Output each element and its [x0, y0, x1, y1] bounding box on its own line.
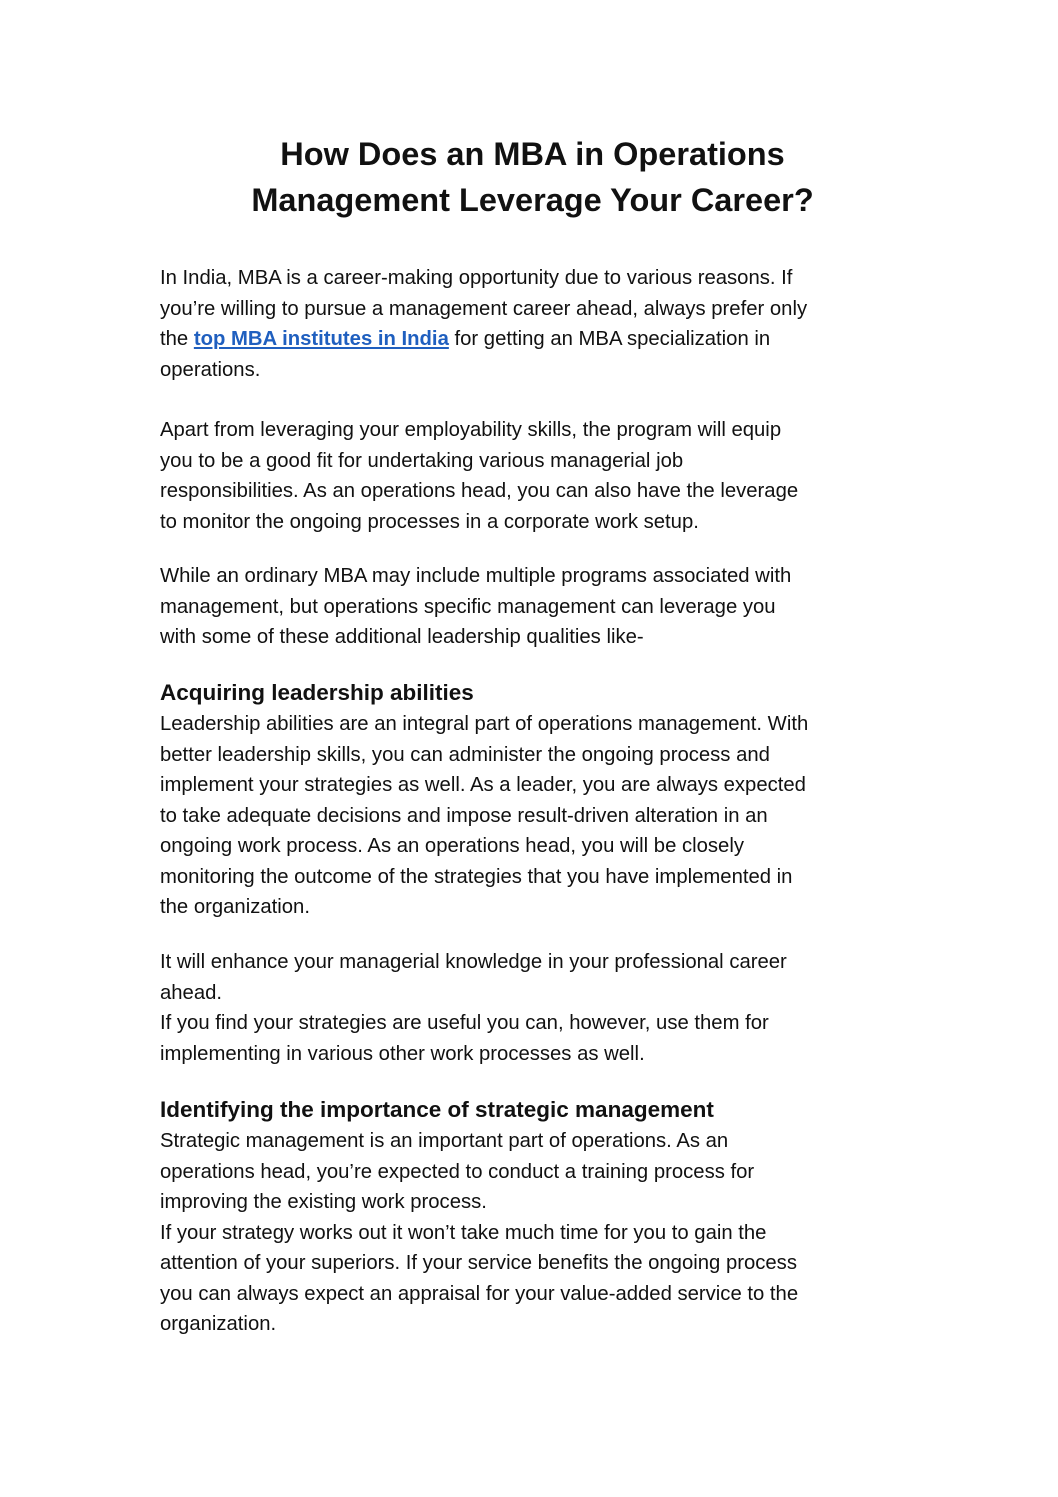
paragraph-line: you can always expect an appraisal for your value-added service to the [160, 1282, 799, 1305]
paragraph-line: you’re willing to pursue a management career ahead, always prefer only [160, 297, 808, 320]
section-heading-strategic-management: Identifying the importance of strategic management [160, 1097, 714, 1122]
paragraph-line: In India, MBA is a career-making opportunity due to various reasons. If [160, 267, 793, 289]
leadership-qualities-paragraph [160, 561, 905, 653]
title-line: How Does an MBA in Operations [280, 136, 785, 172]
top-mba-institutes-link[interactable]: top MBA institutes in India [193, 328, 449, 350]
paragraph-line: ahead. [160, 981, 223, 1004]
paragraph-line: the organization. [160, 896, 310, 918]
paragraph-line: Strategic management is an important part of operations. As an [160, 1130, 729, 1152]
leadership-paragraph [160, 709, 905, 923]
paragraph-line: responsibilities. As an operations head, you can also have the leverage [160, 480, 799, 502]
paragraph-line: to take adequate decisions and impose result-driven alteration in an [160, 804, 768, 827]
paragraph-line: you to be a good fit for undertaking various managerial job [160, 449, 684, 472]
section-heading-leadership: Acquiring leadership abilities [160, 680, 474, 705]
program-benefits-paragraph [160, 415, 905, 537]
paragraph-line: While an ordinary MBA may include multiple programs associated with [160, 565, 792, 587]
paragraph-line: It will enhance your managerial knowledge in your professional career [160, 951, 787, 973]
paragraph-line: Apart from leveraging your employability skills, the program will equip [160, 419, 782, 441]
paragraph-line: organization. [160, 1313, 277, 1335]
page-title [160, 131, 905, 223]
text-fragment: the [160, 328, 194, 350]
text-fragment: for getting an MBA specialization in [448, 328, 771, 350]
paragraph-line: operations. [160, 358, 261, 381]
paragraph-line: attention of your superiors. If your service benefits the ongoing process [160, 1252, 797, 1274]
intro-paragraph [160, 263, 905, 385]
paragraph-line: implement your strategies as well. As a leader, you are always expected [160, 774, 806, 796]
paragraph-line: improving the existing work process. [160, 1191, 487, 1213]
paragraph-line: implementing in various other work processes as well. [160, 1042, 645, 1065]
paragraph-line: operations head, you’re expected to conduct a training process for [160, 1160, 755, 1183]
paragraph-line: ongoing work process. As an operations head, you will be closely [160, 835, 744, 857]
paragraph-line: If your strategy works out it won’t take much time for you to gain the [160, 1221, 767, 1244]
paragraph-line: to monitor the ongoing processes in a corporate work setup. [160, 510, 699, 533]
paragraph-line: with some of these additional leadership qualities like- [160, 626, 644, 648]
title-line: Management Leverage Your Career? [251, 182, 814, 218]
paragraph-line: management, but operations specific management can leverage you [160, 595, 776, 618]
paragraph-line: If you find your strategies are useful you can, however, use them for [160, 1012, 769, 1034]
paragraph-line [160, 324, 905, 355]
managerial-knowledge-paragraph [160, 947, 905, 1069]
paragraph-line: monitoring the outcome of the strategies that you have implemented in [160, 865, 793, 888]
paragraph-line: Leadership abilities are an integral part of operations management. With [160, 713, 809, 735]
paragraph-line: better leadership skills, you can administer the ongoing process and [160, 743, 770, 766]
strategic-management-paragraph [160, 1126, 905, 1340]
